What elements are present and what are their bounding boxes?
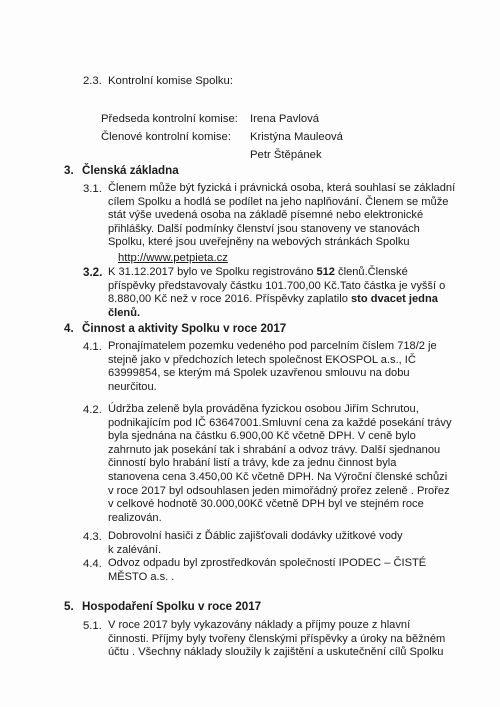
- text-line: [108, 293, 445, 307]
- section-2-3-title: Kontrolní komise Spolku:: [108, 75, 233, 87]
- text-line: 63999854, se kterým má Spolek uzavřenou smlouvu na dobu: [108, 367, 410, 380]
- section-3-title: Členská základna: [82, 164, 179, 177]
- text-line: realizován.: [108, 511, 162, 524]
- text-line: zahrnuto jak posekání tak i shrabání a odvoz trávy. Další sjednanou: [108, 443, 441, 456]
- text-line: k zalévání.: [108, 543, 162, 556]
- para-4-4-number: 4.4.: [83, 558, 102, 570]
- section-5-title: Hospodaření Spolku v roce 2017: [82, 600, 262, 613]
- text-line: Údržba zeleně byla prováděna fyzickou osobou Jiřím Schrutou,: [108, 403, 419, 415]
- para-4-4-text: [108, 557, 426, 584]
- text-line: MĚSTO a.s. .: [108, 570, 175, 583]
- para-4-2-text: [108, 403, 452, 525]
- payer-count: sto dvacet jedna: [350, 293, 438, 306]
- text-line: přihlášky. Další podmínky členství jsou stanoveny ve stanovách: [108, 222, 420, 235]
- chair-label: Předseda kontrolní komise:: [101, 113, 238, 125]
- text-line: Pronajímatelem pozemku vedeného pod parcelním číslem 718/2 je: [108, 340, 437, 352]
- section-5-number: 5.: [64, 600, 74, 613]
- text-line: Odvoz odpadu byl zprostředkován společností IPODEC – ČISTÉ: [108, 557, 427, 569]
- para-5-1-number: 5.1.: [83, 620, 102, 632]
- text-fragment: členů.: [334, 266, 368, 278]
- para-3-2-number: 3.2.: [83, 266, 103, 279]
- para-4-1-number: 4.1.: [83, 341, 102, 353]
- para-4-1-text: [108, 340, 437, 394]
- text-line: Dobrovolní hasiči z Ďáblic zajišťovali dodávky užitkové vody: [108, 530, 403, 542]
- para-5-1-text: [108, 619, 445, 660]
- para-4-3-number: 4.3.: [83, 531, 102, 543]
- section-4-title: Činnost a aktivity Spolku v roce 2017: [82, 322, 287, 335]
- text-line: [108, 266, 445, 280]
- para-3-2-text: [108, 266, 445, 320]
- text-line: podnikajícím pod IČ 63647001.Smluvní cena za každé posekání trávy: [108, 416, 452, 429]
- text-fragment: K 31.12.2017 bylo ve Spolku registrováno: [108, 266, 317, 278]
- text-line: stejně jako v předchozích letech společnost EKOSPOL a.s., IČ: [108, 353, 416, 366]
- text-line: stát výše uvedená osoba na základě písemné nebo elektronické: [108, 209, 424, 222]
- text-line: účtu . Všechny náklady sloužily k zajištění a uskutečnění cílů Spolku: [108, 646, 444, 659]
- website-link[interactable]: http://www.petpieta.cz: [118, 252, 228, 264]
- text-line: členů.: [108, 306, 141, 319]
- text-fragment: 8.880,00 Kč než v roce 2016. Příspěvky zaplatilo: [108, 293, 351, 306]
- text-line: cílem Spolku a hodlá se podílet na jeho naplňování. Členem se může: [108, 195, 449, 208]
- para-4-3-text: [108, 530, 403, 557]
- text-line: Spolku, které jsou uveřejněny na webových stránkách Spolku: [108, 236, 410, 249]
- member-name-1: Kristýna Mauleová: [250, 131, 343, 143]
- text-line: neurčitou.: [108, 380, 157, 393]
- text-line: činnosti. Příjmy byly tvořeny členskými příspěvky a úroky na běžném: [108, 632, 446, 645]
- text-line: stanovena cena 3.450,00 Kč včetně DPH. Na Výroční členské schůzi: [108, 470, 448, 483]
- text-line: činností bylo hrabání listí a trávy, kde za jednu činnost byla: [108, 457, 397, 470]
- chair-name: Irena Pavlová: [250, 113, 320, 125]
- text-line: Členem může být fyzická i právnická osoba, která souhlasí se základní: [108, 182, 456, 194]
- text-line: V roce 2017 byly vykazovány náklady a příjmy pouze z hlavní: [108, 619, 411, 631]
- section-2-3-number: 2.3.: [83, 75, 102, 87]
- members-label: Členové kontrolní komise:: [101, 131, 231, 143]
- section-3-number: 3.: [64, 164, 74, 177]
- member-name-2: Petr Štěpánek: [250, 149, 322, 161]
- text-line: v celkové hodnotě 30.000,00Kč včetně DPH byl ve stejném roce: [108, 498, 424, 511]
- text-line: v roce 2017 byl odsouhlasen jeden mimořádný prořez zeleně . Prořez: [108, 484, 450, 497]
- section-4-number: 4.: [64, 322, 74, 335]
- text-fragment: Členské: [367, 266, 408, 278]
- text-line: byla sjednána na částku 6.900,00 Kč včetně DPH. V ceně bylo: [108, 430, 416, 443]
- member-count: 512: [316, 266, 335, 278]
- text-line: příspěvky představovaly částku 101.700,00 Kč.Tato částka je vyšší o: [108, 279, 446, 292]
- para-3-1-text: [108, 182, 455, 250]
- para-3-1-number: 3.1.: [83, 183, 102, 195]
- para-4-2-number: 4.2.: [83, 404, 102, 416]
